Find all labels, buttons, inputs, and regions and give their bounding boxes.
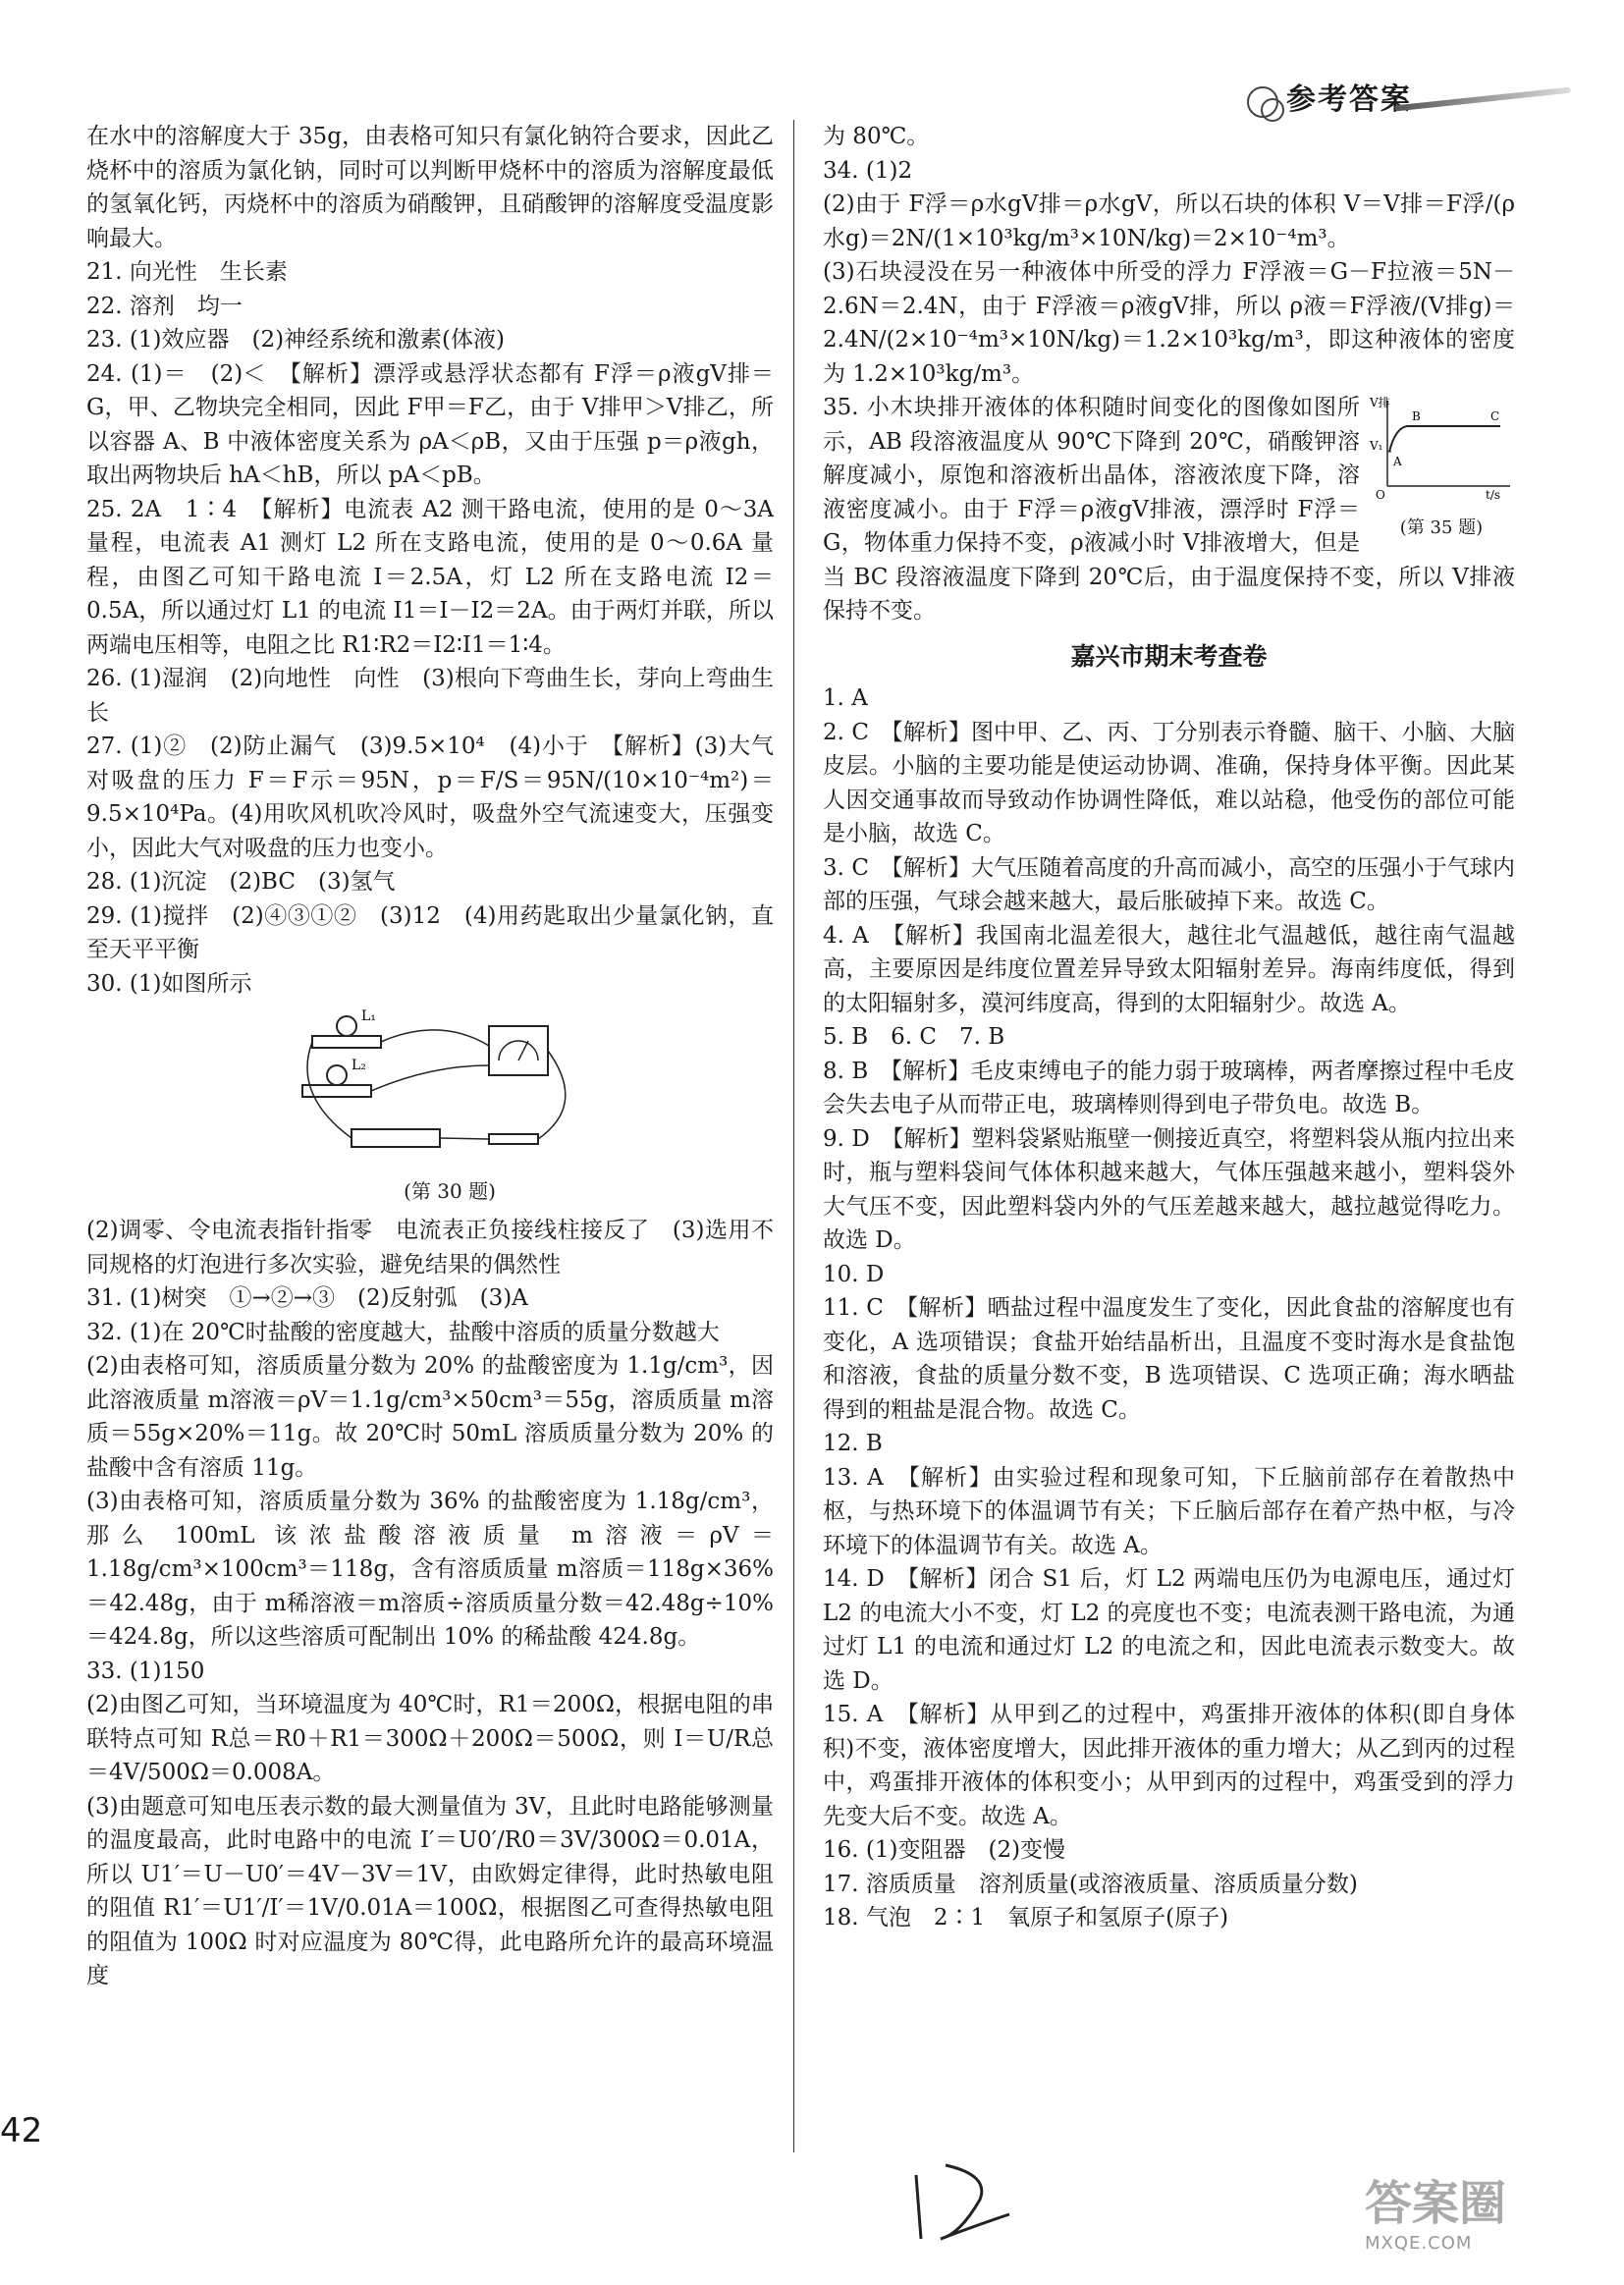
answer-paragraph: 3. C 【解析】大气压随着高度的升高而减小，高空的压强小于气球内部的压强，气球会越来越大，最后胀破掉下来。故选 C。 <box>823 854 1515 914</box>
point-a-label: A <box>1393 455 1402 468</box>
page-header <box>1247 69 1581 128</box>
answer-paragraph: 31. (1)树突 ①→②→③ (2)反射弧 (3)A <box>86 1285 528 1311</box>
handwritten-note <box>901 2155 1019 2244</box>
answer-paragraph: 为 80℃。 <box>823 124 930 149</box>
left-column <box>86 120 774 1993</box>
answer-paragraph: 16. (1)变阻器 (2)变慢 <box>823 1837 1066 1863</box>
answer-paragraph: 32. (1)在 20℃时盐酸的密度越大，盐酸中溶质的质量分数越大 <box>86 1319 720 1345</box>
circuit-diagram <box>293 1006 607 1164</box>
answer-paragraph: 29. (1)搅拌 (2)④③①② (3)12 (4)用药匙取出少量氯化钠，直至天平平衡 <box>86 902 774 962</box>
lamp-label: L₂ <box>352 1058 366 1073</box>
answer-paragraph: 8. B 【解析】毛皮束缚电子的能力弱于玻璃棒，两者摩擦过程中毛皮会失去电子从而带正电，玻璃棒则得到电子带负电。故选 B。 <box>823 1058 1515 1117</box>
column-divider <box>793 120 794 2152</box>
graph-figure <box>1368 393 1515 545</box>
answer-paragraph: 12. B <box>823 1431 883 1456</box>
answer-paragraph: 34. (1)2 <box>823 157 913 184</box>
swoosh-decoration <box>1394 87 1571 112</box>
answer-paragraph: 26. (1)湿润 (2)向地性 向性 (3)根向下弯曲生长，芽向上弯曲生长 <box>86 666 774 726</box>
answer-paragraph: 21. 向光性 生长素 <box>86 259 288 285</box>
v1-label: V₁ <box>1370 439 1383 453</box>
answer-paragraph: 2. C 【解析】图中甲、乙、丙、丁分别表示脊髓、脑干、小脑、大脑皮层。小脑的主要功能是使运动协调、准确，保持身体平衡。因此某人因交通事故而导致动作协调性降低，难以站稳，他受伤的部位可能是小脑，故选 C。 <box>823 719 1515 846</box>
watermark <box>1365 2165 1506 2254</box>
answer-paragraph: 4. A 【解析】我国南北温差很大，越往北气温越低，越往南气温越高，主要原因是纬度位置差异导致太阳辐射差异。海南纬度低，得到的太阳辐射多，漠河纬度高，得到的太阳辐射少。故选 A。 <box>823 922 1515 1016</box>
origin-label: O <box>1376 488 1385 501</box>
answer-paragraph: (2)调零、令电流表指针指零 电流表正负接线柱接反了 (3)选用不同规格的灯泡进行多次实验，避免结果的偶然性 <box>86 1218 774 1278</box>
figure-caption: (第 30 题) <box>404 1178 496 1203</box>
section-title: 嘉兴市期末考查卷 <box>1070 641 1268 671</box>
watermark-logo: 答案圈 <box>1365 2176 1507 2231</box>
answer-paragraph: 33. (1)150 <box>86 1658 205 1684</box>
lamp-label: L₁ <box>361 1008 376 1024</box>
answer-paragraph: 1. A <box>823 685 868 711</box>
right-column <box>823 120 1515 1935</box>
answer-paragraph: 9. D 【解析】塑料袋紧贴瓶壁一侧接近真空，将塑料袋从瓶内拉出来时，瓶与塑料袋间气体体积越来越大，气体压强越来越小，塑料袋外大气压不变，因此塑料袋内外的气压差越来越大，越拉越觉得吃力。故选 D。 <box>823 1125 1515 1253</box>
circle-decoration-icon <box>1261 98 1284 122</box>
answer-paragraph: 24. (1)＝ (2)＜ 【解析】漂浮或悬浮状态都有 F浮＝ρ液gV排＝G，甲、乙物块完全相同，因此 F甲＝F乙，由于 V排甲＞V排乙，所以容器 A、B 中液体密度关系为 ρA＜ρB，又由于压强 p＝ρ液gh，取出两物块后 hA＜hB，所以 pA＜pB。 <box>86 360 774 488</box>
answer-paragraph: 22. 溶剂 均一 <box>86 293 243 319</box>
axis-label-y: V排 <box>1370 396 1390 409</box>
answer-paragraph: 5. B 6. C 7. B <box>823 1024 1005 1050</box>
answer-paragraph: 28. (1)沉淀 (2)BC (3)氢气 <box>86 869 396 895</box>
answer-paragraph: 11. C 【解析】晒盐过程中温度发生了变化，因此食盐的溶解度也有变化，A 选项错误；食盐开始结晶析出，且温度不变时海水是食盐饱和溶液，食盐的质量分数不变，B 选项错误、C 选项正确；海水晒盐得到的粗盐是混合物。故选 C。 <box>823 1295 1515 1423</box>
answer-paragraph: 25. 2A 1∶4 【解析】电流表 A2 测干路电流，使用的是 0～3A 量程，电流表 A1 测灯 L2 所在支路电流，使用的是 0～0.6A 量程，由图乙可知干路电流 I＝2.5A，灯 L2 所在支路电流 I2＝0.5A，所以通过灯 L1 的电流 I1＝I－I2＝2A。由于两灯并联，所以两端电压相等，电阻之比 R1∶R2＝I2∶I1＝1∶4。 <box>86 496 774 658</box>
answer-paragraph: (3)由表格可知，溶质质量分数为 36% 的盐酸密度为 1.18g/cm³，那么 100mL 该浓盐酸溶液质量 m溶液＝ρV＝1.18g/cm³×100cm³＝118g，含有溶质质量 m溶质＝118g×36%＝42.48g，由于 m稀溶液＝m溶质÷溶质质量分数＝42.48g÷10%＝424.8g，所以这些溶质可配制出 10% 的稀盐酸 424.8g。 <box>86 1489 774 1650</box>
answer-paragraph: (3)由题意可知电压表示数的最大测量值为 3V，且此时电路能够测量的温度最高，此时电路中的电流 I′＝U0′/R0＝3V/300Ω＝0.01A，所以 U1′＝U－U0′＝4V－3V＝1V，由欧姆定律得，此时热敏电阻的阻值 R1′＝U1′/I′＝1V/0.01A＝100Ω，根据图乙可查得热敏电阻的阻值为 100Ω 时对应温度为 80℃得，此电路所允许的最高环境温度 <box>86 1793 774 1988</box>
answer-paragraph: 27. (1)② (2)防止漏气 (3)9.5×10⁴ (4)小于 【解析】(3)大气对吸盘的压力 F＝F示＝95N，p＝F/S＝95N/(10×10⁻⁴m²)＝9.5×10⁴Pa。(4)用吹风机吹冷风时，吸盘外空气流速变大，压强变小，因此大气对吸盘的压力也变小。 <box>86 734 774 861</box>
watermark-url: MXQE.COM <box>1365 2233 1473 2254</box>
axis-label-x: t/s <box>1486 488 1501 501</box>
point-c-label: C <box>1490 409 1500 423</box>
figure-caption: (第 35 题) <box>1399 517 1484 538</box>
answer-paragraph: 15. A 【解析】从甲到乙的过程中，鸡蛋排开液体的体积(即自身体积)不变，液体密度增大，因此排开液体的重力增大；从乙到丙的过程中，鸡蛋排开液体的体积变小；从甲到丙的过程中，鸡蛋受到的浮力先变大后不变。故选 A。 <box>823 1702 1515 1829</box>
answer-paragraph: 13. A 【解析】由实验过程和现象可知，下丘脑前部存在着散热中枢，与热环境下的体温调节有关；下丘脑后部存在着产热中枢，与冷环境下的体温调节有关。故选 A。 <box>823 1464 1515 1558</box>
volume-time-graph <box>1368 393 1515 501</box>
answer-paragraph: 35. 小木块排开液体的体积随时间变化的图像如图所示，AB 段溶液温度从 90℃下降到 20℃，硝酸钾溶解度减小，原饱和溶液析出晶体，溶液浓度下降，溶液密度减小。由于 F浮＝ρ液gV排液，漂浮时 F浮＝G，物体重力保持不变，ρ液减小时 V排液增大，但是当 BC 段溶液温度下降到 20℃后，由于温度保持不变，所以 V排液保持不变。 <box>823 395 1515 624</box>
answer-paragraph: 30. (1)如图所示 <box>86 970 252 997</box>
answer-paragraph: (3)石块浸没在另一种液体中所受的浮力 F浮液＝G－F拉液＝5N－2.6N＝2.4N，由于 F浮液＝ρ液gV排，所以 ρ液＝F浮液/(V排g)＝2.4N/(2×10⁻⁴m³×10N/kg)＝1.2×10³kg/m³，即这种液体的密度为 1.2×10³kg/m³。 <box>823 259 1515 387</box>
answer-paragraph: 在水中的溶解度大于 35g，由表格可知只有氯化钠符合要求，因此乙烧杯中的溶质为氯化钠，同时可以判断甲烧杯中的溶质为溶解度最低的氢氧化钙，丙烧杯中的溶质为硝酸钾，且硝酸钾的溶解度受温度影响最大。 <box>86 124 774 251</box>
answer-paragraph: (2)由于 F浮＝ρ水gV排＝ρ水gV，所以石块的体积 V＝V排＝F浮/(ρ水g)＝2N/(1×10³kg/m³×10N/kg)＝2×10⁻⁴m³。 <box>823 191 1515 251</box>
answer-paragraph: 18. 气泡 2∶1 氧原子和氢原子(原子) <box>823 1905 1229 1931</box>
header-title: 参考答案 <box>1286 82 1412 117</box>
answer-paragraph: 10. D <box>823 1261 885 1287</box>
page-number: 42 <box>0 2111 43 2150</box>
answer-paragraph: 17. 溶质质量 溶剂质量(或溶液质量、溶质质量分数) <box>823 1871 1358 1897</box>
answer-paragraph: 14. D 【解析】闭合 S1 后，灯 L2 两端电压仍为电源电压，通过灯 L2 的电流大小不变，灯 L2 的亮度也不变；电流表测干路电流，为通过灯 L1 的电流和通过灯 L2 的电流之和，因此电流表示数变大。故选 D。 <box>823 1566 1515 1694</box>
answer-paragraph: 23. (1)效应器 (2)神经系统和激素(体液) <box>86 327 505 353</box>
answer-paragraph: (2)由表格可知，溶质质量分数为 20% 的盐酸密度为 1.1g/cm³，因此溶液质量 m溶液＝ρV＝1.1g/cm³×50cm³＝55g，溶质质量 m溶质＝55g×20%＝11g。故 20℃时 50mL 溶质质量分数为 20% 的盐酸中含有溶质 11g。 <box>86 1353 774 1481</box>
circuit-figure <box>293 1006 607 1208</box>
answer-paragraph: (2)由图乙可知，当环境温度为 40℃时，R1＝200Ω，根据电阻的串联特点可知 R总＝R0＋R1＝300Ω＋200Ω＝500Ω，则 I＝U/R总＝4V/500Ω＝0.008A。 <box>86 1692 774 1785</box>
point-b-label: B <box>1412 409 1421 423</box>
